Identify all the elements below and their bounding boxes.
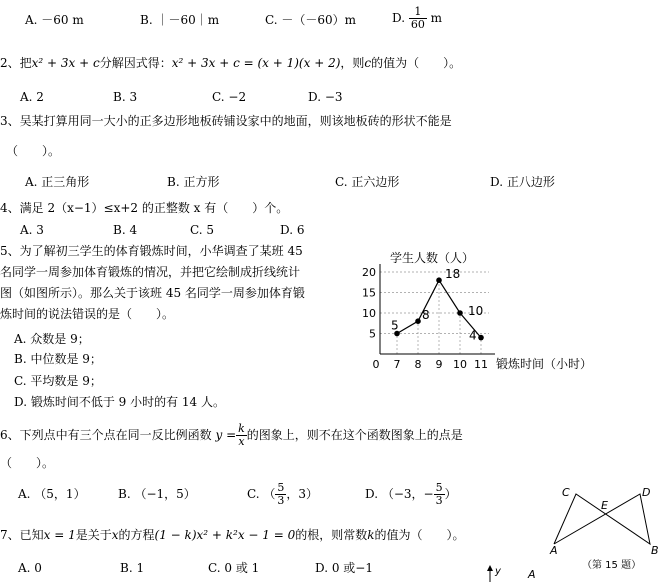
data-point-3 [457, 310, 463, 316]
q1-option-a: A. －60 m [25, 13, 84, 27]
q7-text-a: 7、已知 [0, 528, 44, 542]
q6-option-d [365, 479, 457, 509]
q7-option-c: C. 0 或 1 [208, 561, 260, 575]
chart-x-ticks [373, 358, 489, 371]
q1-option-d-unit: m [430, 11, 443, 25]
q7-var-k: k [367, 528, 375, 542]
fragment-y-label: y [495, 566, 501, 577]
q2-expr1: x² + 3x + c [31, 56, 100, 70]
q6-opt-d-den: 3 [435, 494, 443, 507]
data-label-0: 5 [391, 318, 399, 333]
q1-option-d-fraction [409, 6, 427, 31]
q7-text-c: 的方程 [118, 528, 155, 542]
q3-line-2: （ ）。 [6, 144, 61, 158]
q6-opt-d-pre: D. （−3，− [365, 487, 434, 501]
q5-option-c: C. 平均数是 9； [14, 374, 102, 388]
data-label-3: 10 [468, 304, 484, 318]
q6-option-b: B. （−1，5） [118, 487, 196, 501]
q7-option-a: A. 0 [18, 561, 42, 575]
q6-func-lhs: y = [215, 428, 237, 442]
y-axis-arrowhead [487, 565, 493, 571]
q6-opt-c-num: 5 [277, 481, 285, 494]
q1-option-d-label: D. [392, 11, 406, 25]
fig15-label-a: A [550, 544, 558, 557]
q2-stem [0, 55, 461, 71]
q1-option-d [392, 6, 442, 31]
x-tick-label-5: 11 [474, 358, 488, 371]
q6-func-fraction [236, 423, 247, 448]
q7-stem [0, 527, 465, 543]
q3-option-a: A. 正三角形 [25, 175, 90, 189]
q6-opt-c-fraction [275, 482, 286, 507]
q6-text-b: 的图象上，则不在这个函数图象上的点是 [246, 428, 463, 442]
q3-option-c: C. 正六边形 [335, 175, 400, 189]
q4-option-c: C. 5 [190, 223, 215, 237]
data-label-4: 4 [469, 328, 477, 343]
q2-expr2: x² + 3x + c = (x + 1)(x + 2) [171, 56, 341, 70]
x-tick-label-3: 9 [435, 358, 443, 371]
q6-line-2: （ ）。 [0, 456, 55, 470]
data-label-1: 8 [422, 308, 430, 323]
q7-text-d: 的根，则常数 [295, 528, 368, 542]
q7-text-b: 是关于 [75, 528, 112, 542]
q7-option-d: D. 0 或−1 [315, 561, 373, 575]
chart-y-ticks [362, 266, 376, 341]
q7-option-b: B. 1 [120, 561, 145, 575]
fig15-label-e: E [601, 499, 608, 512]
fig15-label-b: B [651, 544, 659, 557]
chart-title: 学生人数（人） [390, 251, 475, 265]
q2-text-a: 2、把 [0, 56, 32, 70]
q4-option-b: B. 4 [113, 223, 138, 237]
q6-opt-d-post: ） [444, 487, 457, 501]
data-point-2 [436, 277, 442, 283]
q2-option-d: D. −3 [308, 90, 343, 104]
q6-opt-d-num: 5 [435, 481, 443, 494]
q7-var-x: x [111, 528, 119, 542]
q5-option-a: A. 众数是 9； [14, 332, 90, 346]
chart-x-label: 锻炼时间（小时） [496, 357, 593, 371]
q4-stem: 4、满足 2（x−1）≤x+2 的正整数 x 有（ ）个。 [0, 201, 289, 215]
x-tick-label-2: 8 [414, 358, 422, 371]
line-chart [350, 246, 620, 376]
fig15-label-c: C [562, 486, 570, 499]
fragment-a-label: A [528, 568, 536, 581]
q5-line-4: 炼时间的说法错误的是（ ）。 [0, 307, 175, 321]
y-tick-label-2: 15 [362, 286, 376, 300]
q2-var-c: c [364, 56, 372, 70]
data-point-1 [415, 318, 421, 324]
q1-frac-num: 1 [409, 6, 427, 19]
q1-option-c: C. －（－60）m [265, 13, 357, 27]
q6-opt-c-pre: C. （ [247, 487, 276, 501]
q7-expr2: (1 − k)x² + k²x − 1 = 0 [154, 528, 296, 542]
y-tick-label-3: 20 [362, 266, 376, 279]
q4-option-a: A. 3 [20, 223, 44, 237]
q1-option-b: B. ｜－60｜m [140, 13, 220, 27]
y-tick-label-1: 10 [362, 307, 376, 320]
fig15-label-d: D [642, 486, 651, 499]
fig15-caption: （第 15 题） [582, 560, 642, 571]
q3-option-d: D. 正八边形 [490, 175, 555, 189]
q6-func-den: x [238, 435, 245, 448]
q3-option-b: B. 正方形 [167, 175, 220, 189]
x-tick-label-0: 0 [372, 358, 380, 371]
data-point-4 [478, 335, 484, 341]
q5-line-3: 图（如图所示）。那么关于该班 45 名同学一周参加体育锻 [0, 286, 305, 300]
q3-line-1: 3、吴某打算用同一大小的正多边形地板砖铺设家中的地面，则该地板砖的形状不能是 [0, 114, 452, 128]
x-tick-label-4: 10 [453, 358, 467, 371]
q2-option-a: A. 2 [20, 90, 44, 104]
q6-option-c [247, 479, 318, 509]
q6-opt-c-post: ，3） [286, 487, 319, 501]
data-label-2: 18 [445, 267, 461, 282]
q5-option-b: B. 中位数是 9； [14, 352, 102, 366]
q6-text-a: 6、下列点中有三个点在同一反比例函数 [0, 428, 212, 442]
q5-option-d: D. 锻炼时间不低于 9 小时的有 14 人。 [14, 395, 225, 409]
q6-stem [0, 423, 463, 448]
q5-line-2: 名同学一周参加体育锻炼的情况，并把它绘制成折线统计 [0, 265, 301, 279]
next-figure-fragment [470, 562, 550, 582]
q7-text-e: 的值为（ ）。 [374, 528, 465, 542]
q5-line-1: 5、为了解初三学生的体育锻炼时间，小华调查了某班 45 [0, 244, 303, 258]
q6-func-num: k [238, 422, 245, 435]
y-tick-label-0: 5 [369, 327, 376, 341]
x-tick-label-1: 7 [393, 358, 401, 371]
q1-frac-den: 60 [410, 18, 425, 31]
q2-text-c: ，则 [340, 56, 365, 70]
q2-option-c: C. −2 [212, 90, 247, 104]
q2-text-d: 的值为（ ）。 [371, 56, 462, 70]
q6-opt-d-fraction [434, 482, 445, 507]
figure-15 [540, 482, 665, 582]
q7-expr1: x = 1 [43, 528, 76, 542]
q2-text-b: 分解因式得： [99, 56, 172, 70]
q4-option-d: D. 6 [280, 223, 305, 237]
q2-option-b: B. 3 [113, 90, 138, 104]
q6-opt-c-den: 3 [277, 494, 285, 507]
q6-option-a: A. （5，1） [18, 487, 86, 501]
